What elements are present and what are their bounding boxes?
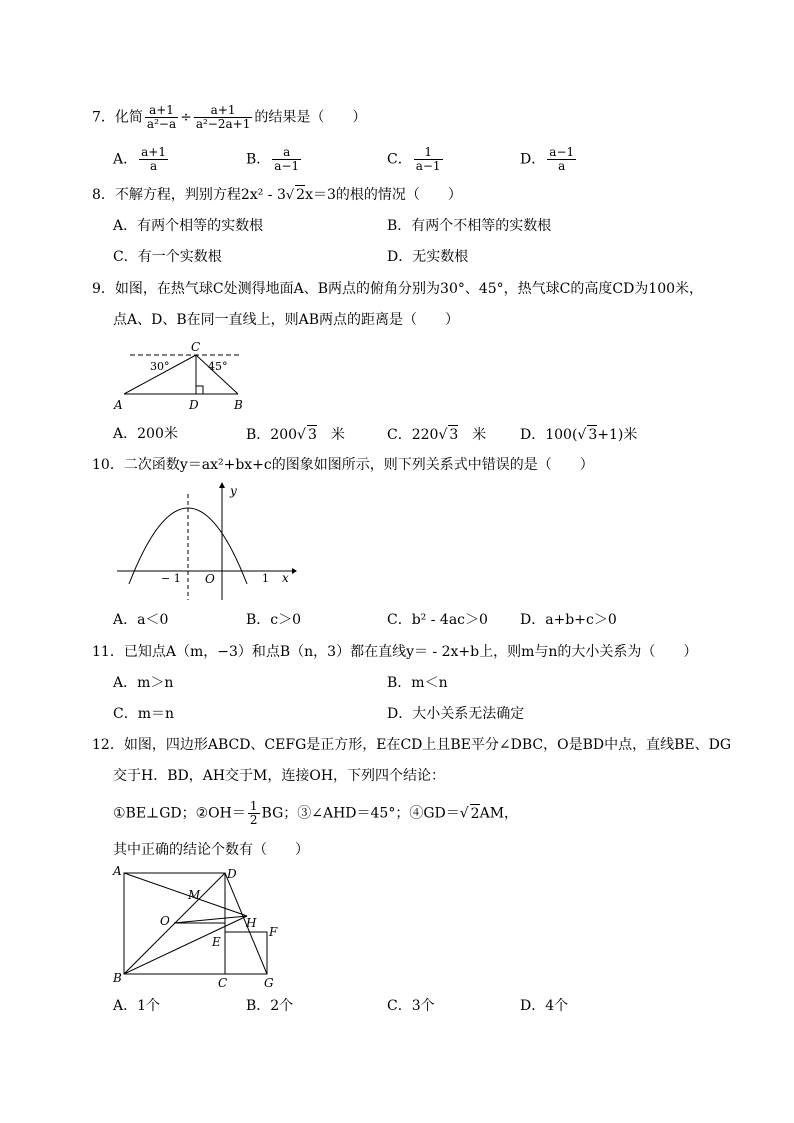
q12-conclusions: ①BE⊥GD；②OH＝ $\frac{1}{2}$ BG；③∠AHD＝45°；④GD＝√ 2AM， — [113, 799, 519, 827]
q9-line1-text: 如图，在热气球C处测得地面A、B两点的俯角分别为30°、45°，热气球C的高度CD为100米， — [114, 281, 704, 297]
q7-frac1-den: a²−a — [146, 117, 177, 131]
q10-figure — [112, 482, 297, 602]
frac-num: 1 — [414, 146, 443, 160]
option-label: C． — [387, 151, 412, 168]
frac-num: 1 — [249, 799, 258, 813]
q10-option-d[interactable]: D．a+b+c＞0 — [520, 612, 617, 628]
q12-option-a[interactable]: A．1个 — [113, 998, 161, 1014]
q12-option-b[interactable]: B．2个 — [246, 998, 294, 1014]
option-fraction — [547, 146, 576, 173]
q9-number: 9． — [92, 281, 115, 297]
label-origin: O — [205, 572, 215, 586]
q12-stem-line4: 其中正确的结论个数有（ ） — [113, 842, 309, 858]
option-text: 220 — [411, 427, 439, 443]
q7-frac2-num: a+1 — [194, 104, 253, 118]
q9-stem-line1 — [92, 280, 703, 298]
radicand: 2 — [470, 805, 480, 822]
q12-figure — [110, 864, 285, 989]
option-label: D． — [520, 427, 546, 443]
q10-option-b[interactable]: B．c＞0 — [246, 612, 302, 628]
q12-stem-line2: 交于H．BD，AH交于M，连接OH，下列四个结论： — [113, 768, 446, 784]
conclusion-part-3: AM， — [479, 805, 519, 822]
q8-option-d[interactable]: D．无实数根 — [387, 249, 469, 265]
q7-option-b[interactable] — [246, 146, 303, 173]
q7-option-d[interactable] — [520, 146, 578, 173]
q12-option-d[interactable]: D．4个 — [520, 998, 569, 1014]
label-h: H — [246, 916, 257, 930]
q9-option-c[interactable]: C．220√ 3 米 — [387, 427, 487, 443]
conclusion-part-2: BG；③∠AHD＝45°；④GD＝ — [261, 805, 460, 822]
label-m: M — [188, 888, 201, 902]
x-axis-arrow — [292, 568, 297, 574]
label-c: C — [218, 976, 228, 989]
frac-den: a−1 — [415, 159, 441, 173]
option-label: D． — [520, 151, 546, 168]
label-y: y — [230, 484, 237, 498]
frac-den: 2 — [249, 813, 258, 827]
q12-stem-line1 — [92, 736, 731, 754]
q10-text: 二次函数y＝ax²+bx+c的图象如图所示，则下列关系式中错误的是（ ） — [123, 457, 594, 473]
y-axis-arrow — [219, 482, 225, 488]
q9-stem-line2: 点A、D、B在同一直线上，则AB两点的距离是（ ） — [113, 312, 460, 328]
q7-prefix: 化简 — [114, 109, 143, 126]
option-label: A． — [113, 426, 138, 442]
q8-number: 8． — [92, 187, 115, 203]
q7-number: 7． — [92, 109, 115, 126]
tick-minus-1: − 1 — [161, 572, 181, 585]
label-o: O — [160, 914, 170, 928]
q8-option-a[interactable]: A．有两个相等的实数根 — [113, 218, 264, 234]
radicand: 3 — [307, 427, 317, 443]
label-d: D — [227, 867, 237, 881]
option-label: B． — [246, 151, 271, 168]
q7-operator: ÷ — [180, 109, 192, 126]
label-b: B — [234, 398, 243, 412]
option-unit: +1)米 — [597, 427, 638, 443]
q7-frac2-den: a²−2a+1 — [195, 117, 251, 131]
label-d: D — [189, 398, 199, 412]
q7-fraction-1 — [145, 104, 178, 131]
half-fraction — [248, 800, 260, 827]
q9-option-d[interactable]: D．100(√ 3+1)米 — [520, 427, 638, 443]
label-g: G — [264, 976, 274, 989]
option-unit: 米 — [458, 427, 487, 443]
q11-option-a[interactable]: A．m＞n — [113, 675, 174, 691]
q10-option-c[interactable]: C．b² - 4ac＞0 — [387, 612, 488, 628]
frac-den: a−1 — [274, 159, 300, 173]
q8-option-b[interactable]: B．有两个不相等的实数根 — [387, 218, 552, 234]
q11-text: 已知点A（m，−3）和点B（n，3）都在直线y＝ - 2x+b上，则m与n的大小关系为（ ） — [123, 644, 698, 660]
q9-option-b[interactable]: B．200√ 3 米 — [246, 427, 345, 443]
option-text: 200米 — [137, 426, 178, 442]
q10-stem — [92, 456, 594, 474]
q11-option-b[interactable]: B．m＜n — [387, 675, 448, 691]
frac-num: a−1 — [549, 145, 575, 159]
q12-option-c[interactable]: C．3个 — [387, 998, 435, 1014]
q7-frac1-num: a+1 — [145, 104, 178, 118]
frac-den: a — [558, 159, 566, 173]
q8-stem: 8．不解方程，判别方程2x² - 3√ 2x＝3的根的情况（ ） — [92, 187, 462, 203]
option-unit: 米 — [316, 427, 345, 443]
label-a: A — [114, 398, 123, 412]
frac-den: a — [149, 159, 158, 173]
tick-1: 1 — [262, 572, 269, 585]
q10-number: 10． — [92, 457, 124, 473]
option-fraction — [272, 146, 301, 173]
angle-30: 30° — [150, 360, 170, 373]
label-b: B — [113, 971, 122, 985]
frac-num: a — [272, 146, 301, 160]
q7-option-a[interactable] — [113, 146, 170, 173]
q8-option-c[interactable]: C．有一个实数根 — [113, 249, 222, 265]
option-label: C． — [387, 427, 412, 443]
option-text: 100( — [545, 427, 578, 443]
line-bh — [124, 916, 247, 974]
q9-option-a[interactable] — [113, 425, 178, 443]
q7-suffix: 的结果是（ ） — [254, 109, 367, 126]
q11-stem — [92, 643, 697, 661]
label-a: A — [113, 864, 122, 878]
option-label: B． — [246, 427, 271, 443]
label-f: F — [269, 925, 278, 939]
q10-option-a[interactable]: A．a＜0 — [113, 612, 169, 628]
q8-text-a: 不解方程，判别方程2x² - 3 — [114, 187, 286, 203]
right-angle-mark — [196, 386, 203, 394]
q12-number: 12． — [92, 737, 124, 753]
q7-stem — [92, 104, 366, 131]
radicand: 3 — [588, 427, 598, 443]
q11-number: 11． — [92, 644, 124, 660]
q11-option-c[interactable]: C．m＝n — [113, 706, 175, 722]
option-label: A． — [113, 151, 138, 168]
option-text: 200 — [270, 427, 298, 443]
option-fraction — [414, 146, 443, 173]
q9-figure — [110, 340, 250, 412]
q7-fraction-2 — [194, 104, 253, 131]
angle-45: 45° — [208, 360, 228, 373]
label-c: C — [191, 340, 201, 354]
label-x: x — [282, 571, 289, 585]
q8-text-b: x＝3的根的情况（ ） — [305, 187, 462, 203]
line-oh — [174, 916, 247, 923]
q12-line1-text: 如图，四边形ABCD、CEFG是正方形，E在CD上且BE平分∠DBC，O是BD中点，直线BE、DG — [123, 737, 732, 753]
q8-radicand: 2 — [296, 187, 306, 203]
radicand: 3 — [449, 427, 459, 443]
square-cefg — [225, 932, 267, 974]
q11-option-d[interactable]: D．大小关系无法确定 — [387, 706, 525, 722]
label-e: E — [212, 935, 221, 949]
conclusion-part-1: ①BE⊥GD；②OH＝ — [113, 805, 246, 822]
option-fraction — [139, 146, 168, 173]
q7-option-c[interactable] — [387, 146, 445, 173]
frac-num: a+1 — [141, 145, 166, 159]
